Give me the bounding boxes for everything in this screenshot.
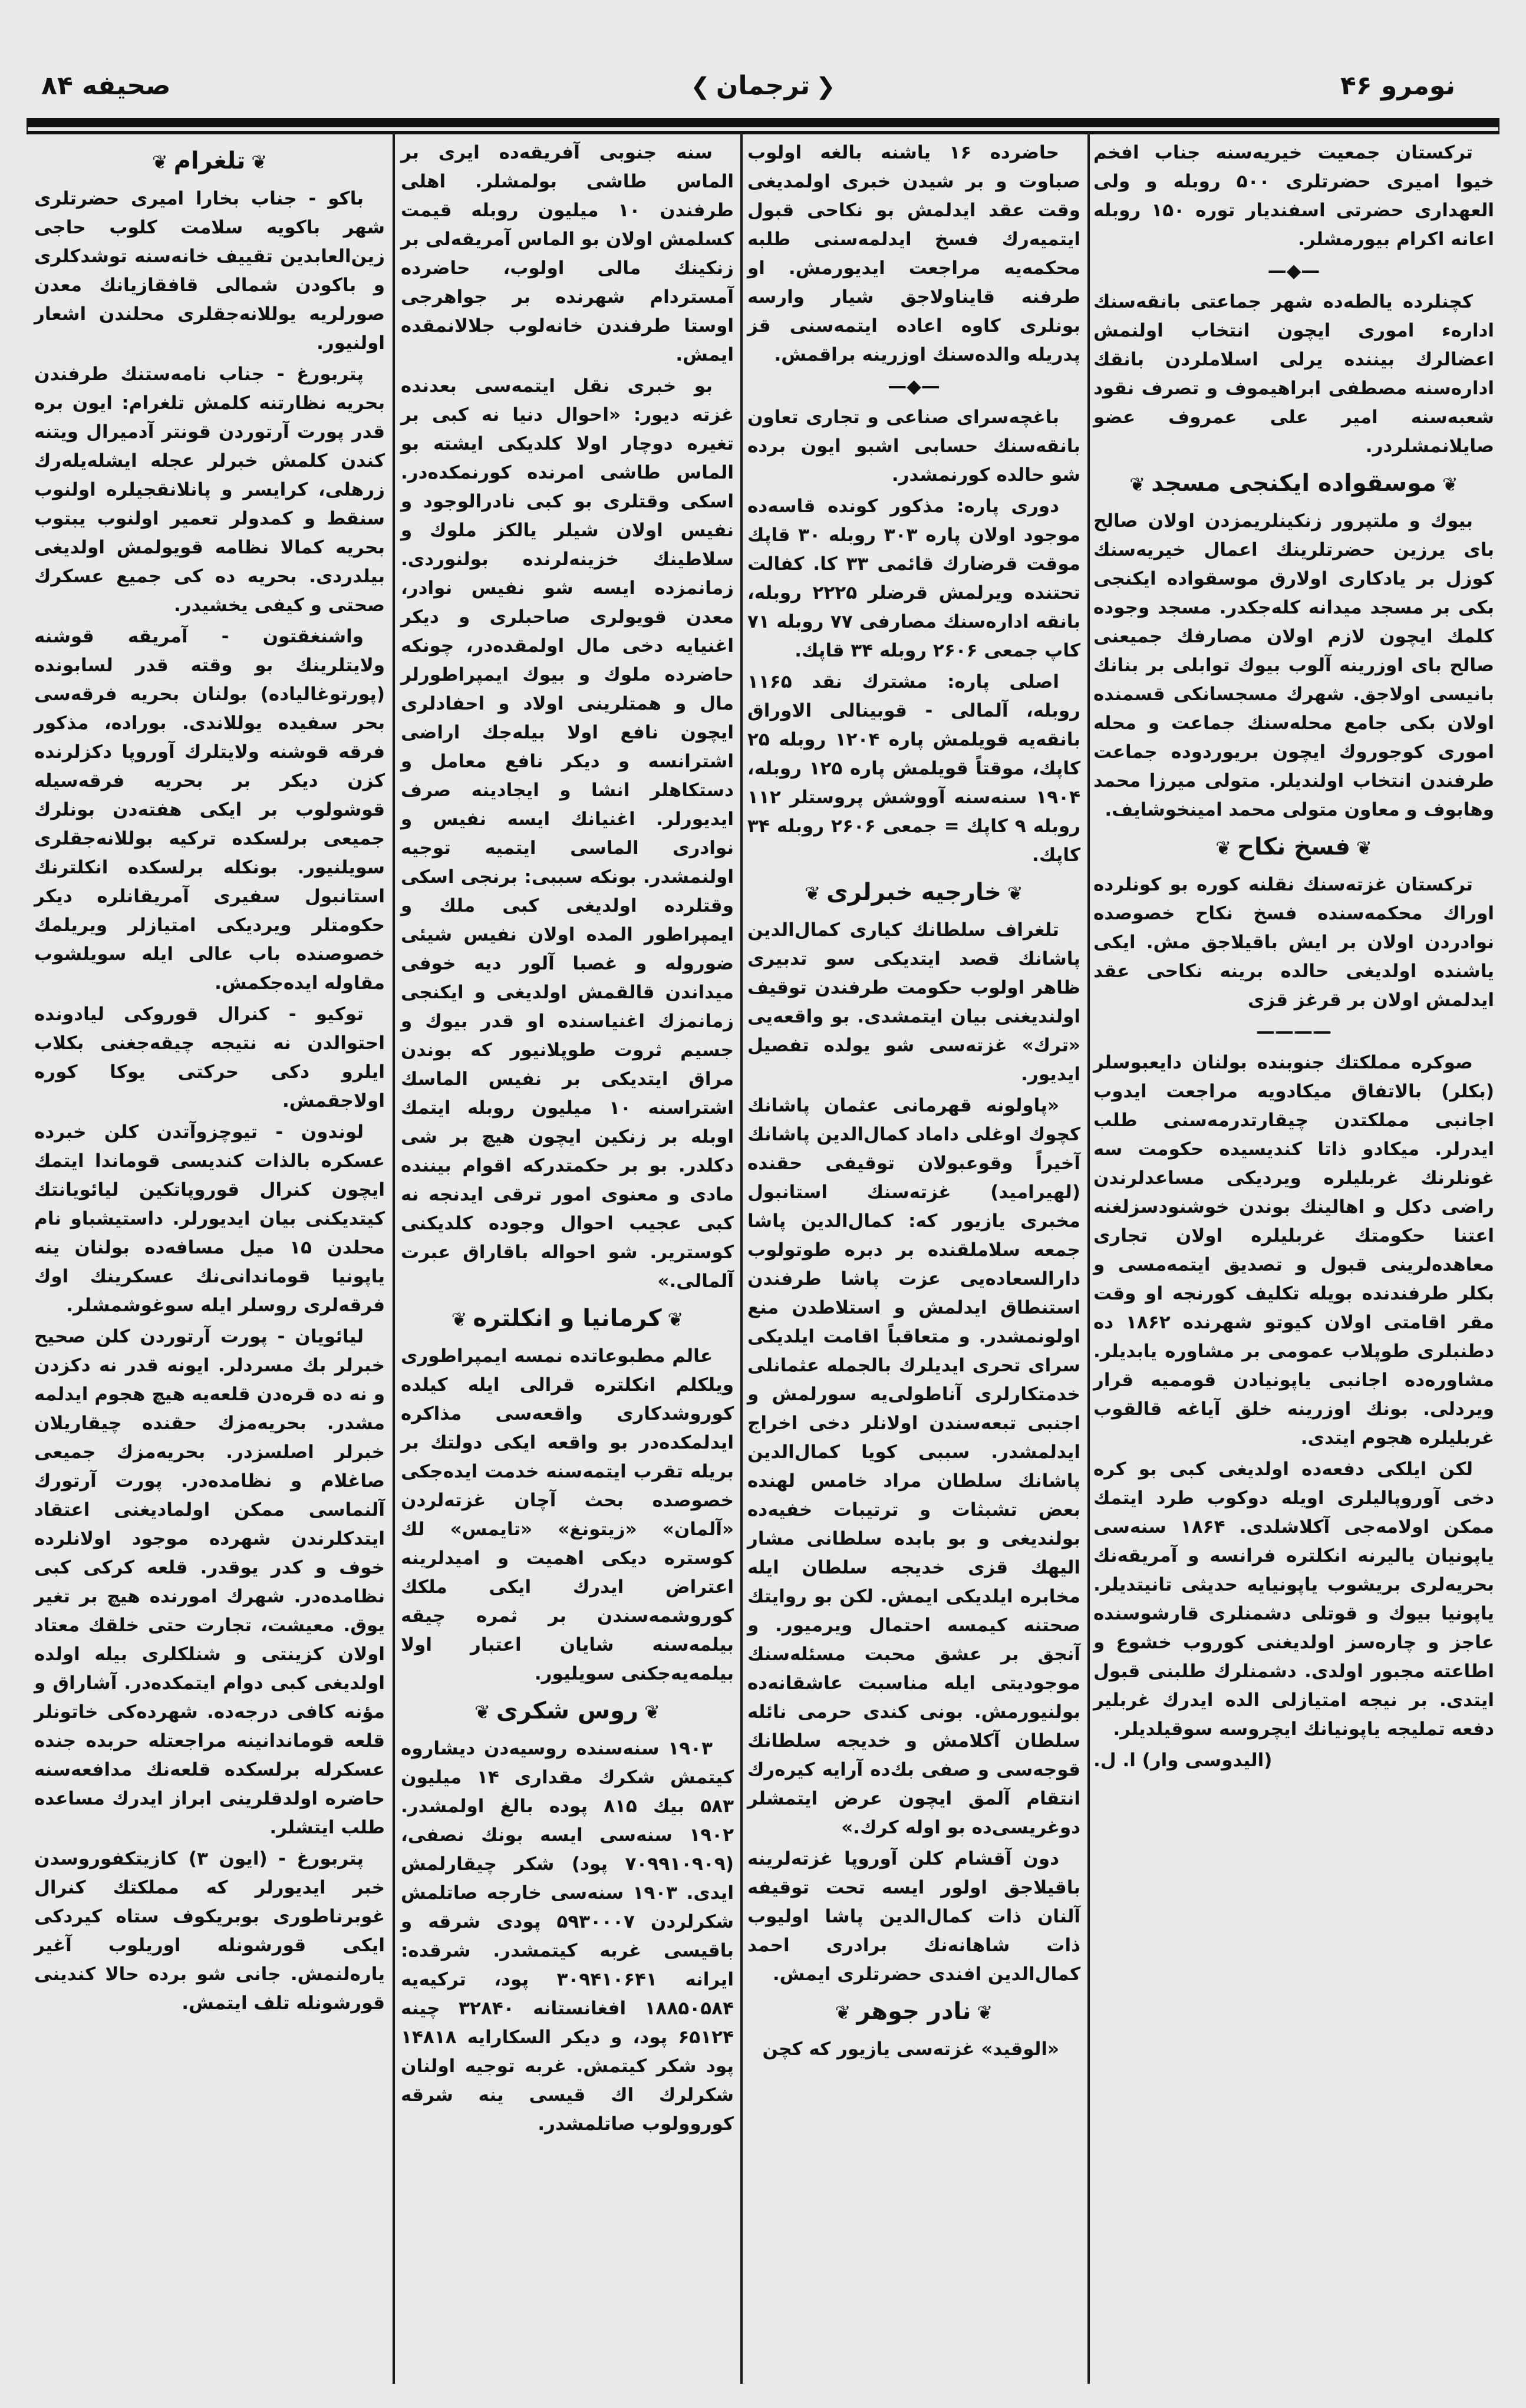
section-heading-text: نادر جوهر [856, 1998, 971, 2025]
column-divider [393, 133, 395, 2384]
page-number: صحیفه ۸۴ [41, 71, 171, 101]
ornament-icon: ❦ [251, 151, 268, 173]
article-paragraph: باغچه‌سرای صناعی و تجاری تعاون بانقه‌سنك حسابی اشبو ایون برده شو حالده کورنمشدر. [747, 407, 1080, 486]
column-divider [1087, 133, 1090, 2384]
article-paragraph: توکیو - کنرال قوروکی لیادونده احتوالدن نه نتیجه چیقه‌جغنی بکلاب ایلرو دکی حرکتی یوکا کوره اولاجقمش. [34, 1004, 385, 1111]
article-paragraph: لکن ایلکی دفعه‌ده اولدیغی کبی بو کره دخی آوروپالیلری اویله دوکوب طرد ایتمك ممکن اولامه‌جی آکلاشلدی. ۱۸۶۴ سنه‌سی یاپونیان یالیرنه انکلتره فرانسه و آمریقه‌نك بحریه‌لری بریشوب یاپونیایه حدیثی تانیتدیلر. یاپونیا بیوك و قوتلی دشمنلری قارشوسنده عاجز و چاره‌سز اولدیغنی کوروب خشوع و اطاعته مجبور اولدی. دشمنلرك طلبنی قبول ایتدی. بر نیجه امتیازلی الده ایدرك غربلیر دفعه تملیجه یاپونیانك ایچروسه سوقیلدیلر. [1093, 1459, 1494, 1740]
ornament-icon: ❦ [1129, 473, 1146, 496]
column-4 [34, 138, 385, 2020]
article-paragraph: دون آقشام کلن آوروپا غزته‌لرینه باقیلاجق اولور ایسه تحت توقیفه آلنان ذات کمال‌الدین پاشا اولیوب ذات شاهانه‌نك برادری احمد کمال‌الدین افندی حضرتلری ایمش. [747, 1848, 1080, 1985]
article-paragraph: پتربورغ - (ایون ۳) کازیتکفوروسدن خبر ایدیورلر که مملکتك کنرال غوبرناطوری بوبریکوف ستاه کیردکی ایکی قورشونله اوریلوب آغیر یاره‌لنمش. جانی شو برده حالا کندینی قورشونله تلف ایتمش. [34, 1848, 385, 2014]
article-paragraph: پتربورغ - جناب نامه‌ستنك طرفندن بحریه نظارتنه کلمش تلغرام: ایون بره قدر پورت آرتوردن قونتر آدمیرال ویتنه کندن کلمش خبرلر عجله ایشله‌یله‌رك زرهلی، کرایسر و پانلانقجیلره اولنوب سنقط و کمدولر تعمیر اولنوب یبتوب بحریه کمالا نظامه قویولمش اولدیغی بیلدردی. بحریه ده کی جمیع عسکرك صحتی و کیفی یخشیدر. [34, 364, 385, 616]
article-paragraph: بو خبری نقل ایتمه‌سی بعدنده غزته دیور: «احوال دنیا نه کبی بر تغیره دوچار اولا کلدیکی ایشته بو الماس طاشی امرنده کورنمکده‌در. اسکی وقتلری بو کبی نادرالوجود و نفیس اولان شیلر یالکز ملوك و سلاطینك خزینه‌لرنده بولنوردی. زمانمزده ایسه شو نفیس نوادر، معدن قویولری صاحبلری و دیکر اغنیایه دخی مال اولمقده‌در، چونکه حاضرده ملوك و بیوك ایمپراطورلر مال و همتلرینی اولاد و احفادلری ایچون نافع اولا بیله‌جك اراضی اشترانسه و دیکر نافع معامل و دستکاهلر انشا و ایجادینه صرف ایدیورلر. اغنیانك ایسه نفیس و نوادری الماسی ایتمیه توجیه اولنمشدر. بونکه سببی: برنجی اسکی وقتلرده اولدیغی کبی ملك و ایمپراطور المده اولان نفیس شیئی ضوروله و غصبا آلور دیه خوفی میداندن قالقمش اولدیغی و ایکنجی زمانمزك اغنیاسنده او قدر بیوك و جسیم ثروت طوپلانیور که بوندن مراق ایتدیکی بر نفیس الماسك اشتراسنه ۱۰ میلیون روبله ایتمك اوبله بر زنکین ایچون هیچ بر شی دکلدر. بو بر حکمتدرکه اقوام بیننده مادی و معنوی امور ترقی ایدنجه نه کبی عجیب احوال وجوده کلدیکنی کوستریر. شو احواله باقاراق عبرت آلمالی.» [401, 375, 734, 1292]
ornament-icon: ❦ [451, 1308, 467, 1331]
article-paragraph: صوکره مملکتك جنوبنده بولنان دایعبوسلر (بکلر) بالاتفاق میکادویه مراجعت ایدوب اجانبی مملکتدن چیقارتدرمه‌سنی طلب ایدرلر. میکادو ذاتا کندیسیده حکومت سه غونلرنك غربلیلره ویردیکی مساعدلرندن راضی دکل و اهالینك بوندن خوشنودسزلغنه اعتنا حکومتك غربلیلره اولان تجاری معاهده‌لرینی قبول و تصدیق ایتمه‌مسی و بکلر طرفندنده بویله تکلیف کورنجه او وقت مقر اقامتی اولان کیوتو شهرنده ۱۸۶۲ ده دطنبلری طوپلاب عمومی بر مشاوره یابدیلر. مشاوره‌ده اجانبی یاپونیادن قوممیه قرار ویردلی. بونك اوزرینه خلق آیاغه قالقوب غربلیلره هجوم ایتدی. [1093, 1052, 1494, 1449]
ornament-icon: ❦ [151, 151, 168, 173]
article-paragraph: بیوك و ملتپرور زنکینلریمزدن اولان صالح بای یرزین حضرتلرینك اعمال خیریه‌سنك کوزل بر یادکاری اولارق موسقواده ایکنجی بکی بر مسجد میدانه کله‌جکدر. مسجد وجوده کلمك ایچون لازم اولان مصارفك جمیعنی صالح بای اوزرینه آلوب بیوك توابلی بر بنانك بانیسی اولاجق. شهرك مسجسانکی قسمنده اولان بکی جامع محله‌سنك جماعت و محله اموری کوجوروك ایچون بریوردوده جماعت طرفندن انتخاب اولندیلر. متولی میرزا محمد وهابوف و معاون متولی محمد امینخوشایف. [1093, 510, 1494, 820]
article-paragraph: سنه جنوبی آفریقه‌ده ایری بر الماس طاشی بولمشلر. اهلی طرفندن ۱۰ میلیون روبله قیمت کسلمش اولان بو الماس آمریقه‌لی بر زنکینك مالی اولوب، حاضرده آمستردام شهرنده بر جواهرجی اوستا طرفندن خانه‌لوب جلالانمقده ایمش. [401, 142, 734, 365]
signature: (الیدوسی وار) ا. ل. [1093, 1750, 1273, 1771]
article-paragraph: حاضرده ۱۶ یاشنه بالغه اولوب صباوت و بر شیدن خبری اولمدیغی وقت عقد ایدلمش بو نکاحی قبول ایتمیه‌رك فسخ ایدلمه‌سنی طلبه محکمه‌یه مراجعت ایدیورمش. او طرفنه قایناولاجق شیار وارسه بونلری کاوه اعاده ایتمه‌سنی قز پدریله والده‌سنك اوزرینه براقمش. [747, 142, 1080, 365]
article-paragraph: دوری پاره: مذکور کونده قاسه‌ده موجود اولان پاره ۳۰۳ روبله ۳۰ قاپك موقت قرضارك قائمی ۳۳ کا. کفالت تحتنده ویرلمش قرضلر ۲۲۲۵ روبله، بانقه اداره‌سنك مصارفی ۷۷ روبله ۷۱ کاپ جمعی ۲۶۰۶ روبله ۳۴ قاپك. [747, 496, 1081, 661]
column-2 [747, 138, 1080, 2066]
article-paragraph: باکو - جناب بخارا امیری حضرتلری شهر باکویه سلامت کلوب حاجی زین‌العابدین تقییف خانه‌سنه توشدکلری و باکودن شمالی قافقازیانك معدن صورلریه یوللانه‌جقلری محلندن اشعار اولنیور. [34, 188, 385, 354]
section-divider: ———— [1256, 1020, 1331, 1043]
article-paragraph: «پاولونه قهرمانی عثمان پاشانك کچوك اوغلی داماد کمال‌الدین پاشانك آخیراً وقوعبولان توقیفی حقنده (لهیرامید) غزته‌سنك استانبول مخبری یازیور که: کمال‌الدین پاشا جمعه سلاملقنده بر دبره طوتولوب دارالسعاده‌یی عزت پاشا طرفندن استنطاق ایدلمش و استلاطدن منع اولونمشدر. و متعاقباً اقامت ایلدیکی سرای تحری ایدیلرك بالجمله عثمانلی خدمتکارلری آناطولی‌یه سورلمش و اجنبی تبعه‌سندن اولانلر دخی اخراج ایدلمشدر. سببی کویا کمال‌الدین پاشانك سلطان مراد خامس لهنده بعض تشبثات و ترتیبات خفیه‌ده بولندیغی و بو بابده سلطانی مشار الیهك قزی خدیجه سلطان ایله مخابره ایلدیکی ایمش. لکن بو روایتك صحتنه کیمسه احتمال ویرمیور. و آنجق بر عشق محبت مسئله‌سنك موجودیتی ایله مناسبت عاشقانه‌ده بولنیورمش. بونی کندی حرمی نائله سلطان آکلامش و خدیجه سلطانك قوجه‌سی و صفی بك‌ده آرایه کیره‌رك انتقام آلمق ایچون عرض ایتمشلر دوغریسی‌ده بو اوله کرك.» [747, 1095, 1080, 1838]
section-heading-text: کرمانیا و انکلتره [473, 1305, 662, 1332]
section-heading-text: تلغرام [173, 147, 246, 174]
section-heading [747, 1995, 1080, 2029]
article-paragraph: ترکستان جمعیت خیریه‌سنه جناب افخم خیوا امیری حضرتلری ۵۰۰ روبله و ولی العهداری حضرتی اسفندیار توره ۱۵۰ روبله اعانه اکرام بیورمشلر. [1093, 142, 1494, 250]
section-divider: —◆— [888, 375, 940, 397]
issue-number: نومرو ۴۶ [1340, 71, 1455, 101]
ornament-icon: ❦ [1356, 837, 1372, 859]
column-divider [740, 133, 743, 2384]
ornament-icon: ❦ [1007, 882, 1023, 905]
ornament-icon: ❦ [667, 1308, 684, 1331]
article-paragraph: کچنلرده یالطه‌ده شهر جماعتی بانقه‌سنك اداره‌ء اموری ایچون انتخاب اولنمش اعضالرك بیننده یرلی اسلاملردن بانقك اداره‌سنه مصطفی ابراهیموف و تصرف نقود شعبه‌سنه امیر علی عمروف عضو صایلانمشلردر. [1093, 291, 1494, 457]
ornament-icon: ❯ [690, 73, 710, 100]
section-heading [401, 1694, 734, 1729]
article-paragraph: اصلی پاره: مشترك نقد ۱۱۶۵ روبله، آلمالی - قوبینالی الاوراق بانقه‌یه قویلمش پاره ۱۲۰۴ روبله ۲۵ کاپك، موقتاً قویلمش پاره ۱۲۵ روبله، ۱۹۰۴ سنه‌سنه آووشش پروستلر ۱۱۲ روبله ۹ کاپك = جمعی ۲۶۰۶ روبله ۳۴ کاپك. [747, 671, 1080, 866]
ornament-icon: ❦ [805, 882, 821, 905]
ornament-icon: ❦ [1215, 837, 1232, 859]
section-divider: —◆— [1267, 259, 1320, 282]
column-1 [1093, 138, 1494, 1775]
article-paragraph: لوندون - تیوچزوآتدن کلن خبرده عسکره بالذات کندیسی قوماندا ایتمك ایچون کنرال قوروپاتکین لیائویانتك کیتدیکنی بیان ایدیورلر. داستیشباو نام محلدن ۱۵ میل مسافه‌ده بولنان ینه یاپونیا قوماندانی‌نك عسکرینك اوك فرقه‌لری روسلر ایله سوغوشمشلر. [34, 1121, 385, 1316]
ornament-icon: ❮ [816, 73, 836, 100]
article-paragraph: «الوقید» غزته‌سی یازیور که کچن [762, 2038, 1059, 2060]
masthead [0, 71, 1526, 101]
section-heading [401, 1302, 734, 1336]
section-heading [1093, 830, 1494, 865]
column-3 [401, 138, 734, 2141]
article-paragraph: واشنغقتون - آمریقه قوشنه ولایتلرینك بو وقته قدر لسابونده (پورتوغالیاده) بولنان بحریه فرقه‌سی بحر سفیده یوللاندی. بوراده، مذکور فرقه قوشنه ولایتلرك آوروپا دکزلرنده کزن دیکر بر بحریه فرقه‌سیله قوشولوب بر ایکی هفته‌دن بونلرك جمیعی برلسکده ترکیه بوللانه‌جقلری سویلنیور. بونکله برلسکده انکلترنك استانبول سفیری آمریقانلره دیکر حکومتلر ویردیکی امتیازلر ویریلمك خصوصنده باب عالی ایله سویلشوب مقاوله ایده‌جکمش. [34, 626, 385, 994]
ornament-icon: ❦ [835, 2001, 851, 2024]
article-paragraph: لیائویان - پورت آرتوردن کلن صحیح خبرلر بك مسردلر. ایونه قدر نه دکزدن و نه ده قره‌دن قلعه‌یه هیچ هجوم ایدلمه مشدر. بحریه‌مزك حقنده چیقاریلان خبرلر اصلسزدر. بحریه‌مزك جمیعی صاغلام و نظامده‌در. پورت آرتورك آلنماسی ممکن اولمادیغنی اعتقاد ایتدکلرندن شهرده موجود اولانلرده خوف و کدر یوقدر. قلعه کرکی کبی نظامده‌در. شهرك امورنده هیچ بر تغیر یوق. معیشت، تجارت حتی خلقك معتاد اولان کزینتی و شنلکلری بیله اولده اولدیغی کبی دوام ایتمکده‌در. آشاراق و مؤنه کافی درجه‌ده. شهرده‌کی خاتونلر قلعه قوماندانینه مراجعتله حربده جنده عسکرله برلسکده قلعه‌نك مدافعه‌سنه حاضره اولدقلرینی ابراز ایدرك مساعده طلب ایتشلر. [34, 1326, 385, 1838]
newspaper-title: ترجمان [716, 71, 810, 101]
ornament-icon: ❦ [474, 1701, 490, 1723]
ornament-icon: ❦ [1442, 473, 1458, 496]
section-heading [747, 876, 1080, 910]
section-heading-text: خارجیه خبرلری [826, 879, 1001, 906]
ornament-icon: ❦ [977, 2001, 993, 2024]
article-paragraph: تلغراف سلطانك کیاری کمال‌الدین پاشانك قصد ایتدیکی سو تدبیری ظاهر اولوب حکومت طرفندن توقیف اولندیغنی بیان ایتمشدی. بو واقعه‌یی «ترك» غزته‌سی شو یولده تفصیل ایدیور. [747, 919, 1080, 1085]
section-heading [34, 144, 385, 179]
section-heading [1093, 467, 1494, 501]
section-heading-text: موسقواده ایکنجی مسجد [1151, 470, 1436, 497]
article-paragraph: ترکستان غزته‌سنك نقلنه کوره بو کونلرده اوراك محکمه‌سنده فسخ نکاح خصوصده نوادردن اولان بر ایش باقیلاجق مش. ایکی یاشنده اولدیغی حالده برینه نکاحی عقد ایدلمش اولان بر قرغز قزی [1093, 874, 1494, 1011]
ornament-icon: ❦ [644, 1701, 660, 1723]
article-paragraph: عالم مطبوعاتده نمسه ایمپراطوری ویلکلم انکلتره قرالی ایله کیلده کوروشدکاری واقعه‌سی مذاکره ایدلمکده‌در بو واقعه ایکی دولتك بر بریله تقرب ایتمه‌سنه خدمت ایده‌جکی خصوصده بحث آچان غزته‌لردن «آلمان» «زیتونغ» «تایمس» لك کوستره دیکی اهمیت و امیدلرینه اعتراض ایدرك ایکی ملکك کوروشمه‌سندن بر ثمره چیقه بیلمه‌سنه شایان اعتبار اولا بیلمه‌یه‌جکنی سویلیور. [401, 1345, 734, 1684]
header-rule [27, 118, 1499, 127]
article-paragraph: ۱۹۰۳ سنه‌سنده روسیه‌دن دیشاروه کیتمش شکرك مقداری ۱۴ میلیون ۵۸۳ بیك ۸۱۵ پوده بالغ اولمشدر. ۱۹۰۲ سنه‌سی ایسه بونك نصفی، (۷۰۹۹۱۰۹۰۹ پود) شکر چیقارلمش ایدی. ۱۹۰۳ سنه‌سی خارجه صاتلمش شکرلردن ۵۹۳۰۰۰۷ پودی شرقه و باقیسی غربه کیتمشدر. شرقده: ایرانه ۳۰۹۴۱۰۶۴۱ پود، ترکیه‌یه ۱۸۸۵۰۵۸۴ افغانستانه ۳۲۸۴۰ چینه ۶۵۱۲۴ پود، و دیکر السکارایه ۱۴۸۱۸ پود شکر کیتمش. غربه توجیه اولنان شکرلرك اك قیسی ینه شرقه کوروولوب صاتلمشدر. [401, 1738, 734, 2135]
section-heading-text: روس شکری [496, 1697, 639, 1724]
section-heading-text: فسخ نکاح [1237, 833, 1350, 860]
